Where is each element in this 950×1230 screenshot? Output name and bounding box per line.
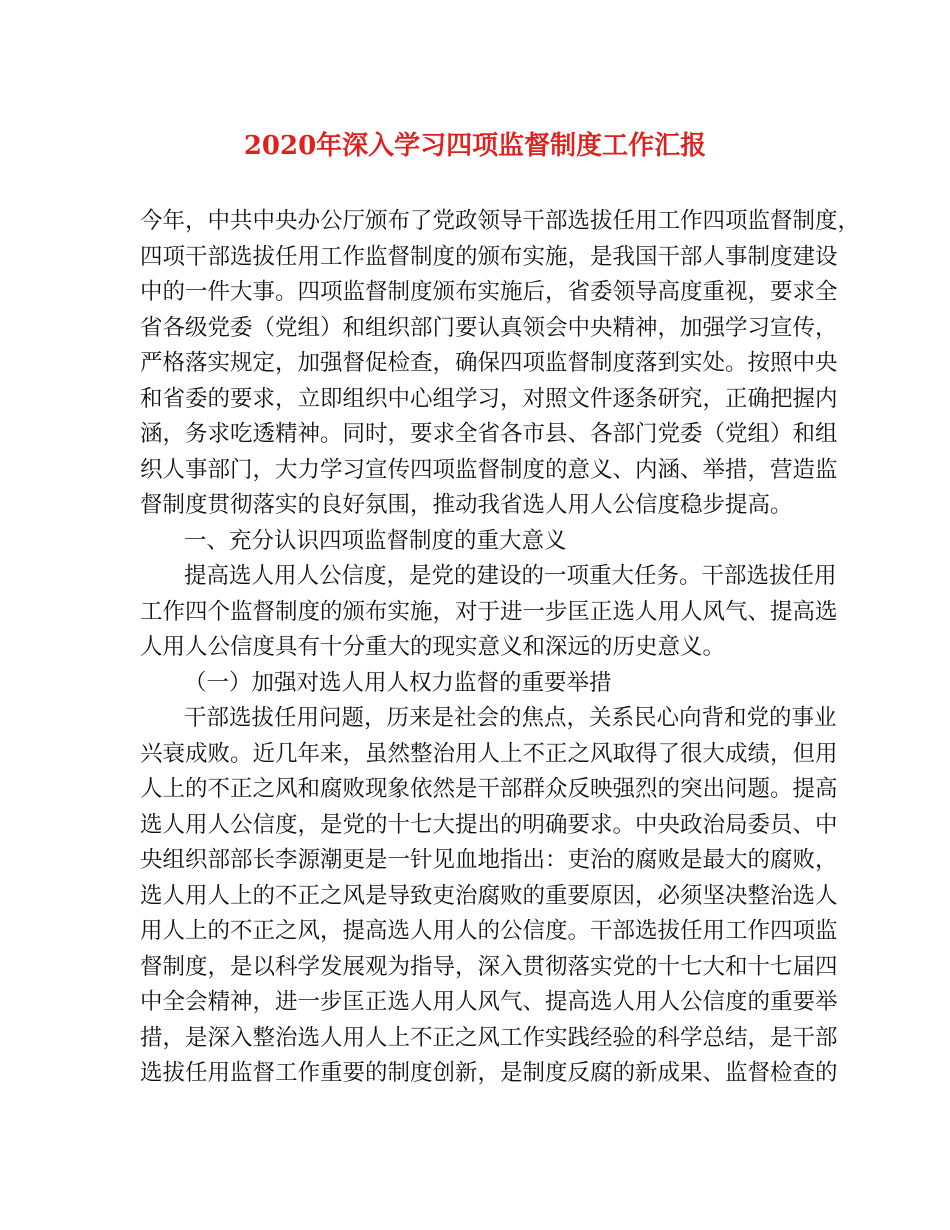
section-heading: 一、充分认识四项监督制度的重大意义 [184,527,567,554]
subsection-heading: （一）加强对选人用人权力监督的重要举措 [184,669,612,696]
document-title: 2020年深入学习四项监督制度工作汇报 [243,131,707,161]
body-line: 工作四个监督制度的颁布实施，对于进一步匡正选人用人风气、提高选 [140,598,838,625]
body-line: 选人用人上的不正之风是导致吏治腐败的重要原因，必须坚决整治选人 [140,882,838,909]
body-line: 督制度贯彻落实的良好氛围，推动我省选人用人公信度稳步提高。 [140,492,793,518]
body-line: 选拔任用监督工作重要的制度创新，是制度反腐的新成果、监督检查的 [140,1060,838,1086]
body-line: 织人事部门，大力学习宣传四项监督制度的意义、内涵、举措，营造监 [140,456,838,483]
body-line: 省各级党委（党组）和组织部门要认真领会中央精神，加强学习宣传， [140,314,838,341]
body-line: 督制度，是以科学发展观为指导，深入贯彻落实党的十七大和十七届四 [140,953,838,980]
body-line: 中的一件大事。四项监督制度颁布实施后，省委领导高度重视，要求全 [140,279,838,305]
body-line: 干部选拔任用问题，历来是社会的焦点，关系民心向背和党的事业 [184,705,837,731]
body-line: 中全会精神，进一步匡正选人用人风气、提高选人用人公信度的重要举 [140,989,838,1015]
body-line: 人上的不正之风和腐败现象依然是干部群众反映强烈的突出问题。提高 [140,776,838,802]
body-line: 人用人公信度具有十分重大的现实意义和深远的历史意义。 [140,634,726,660]
body-line: 提高选人用人公信度，是党的建设的一项重大任务。干部选拔任用 [184,563,837,589]
body-line: 今年，中共中央办公厅颁布了党政领导干部选拔任用工作四项监督制度， [140,208,861,234]
body-line: 涵，务求吃透精神。同时，要求全省各市县、各部门党委（党组）和组 [140,421,838,447]
body-line: 严格落实规定，加强督促检查，确保四项监督制度落到实处。按照中央 [140,350,838,376]
document-body [140,204,861,1092]
body-line: 用人上的不正之风，提高选人用人的公信度。干部选拔任用工作四项监 [140,918,838,944]
body-line: 选人用人公信度，是党的十七大提出的明确要求。中央政治局委员、中 [140,811,838,838]
body-line: 和省委的要求，立即组织中心组学习，对照文件逐条研究，正确把握内 [140,385,838,412]
body-line: 四项干部选拔任用工作监督制度的颁布实施，是我国干部人事制度建设 [140,243,838,270]
body-line: 措，是深入整治选人用人上不正之风工作实践经验的科学总结，是干部 [140,1024,838,1051]
body-line: 兴衰成败。近几年来，虽然整治用人上不正之风取得了很大成绩，但用 [140,740,838,767]
body-line: 央组织部部长李源潮更是一针见血地指出：吏治的腐败是最大的腐败， [140,847,838,873]
